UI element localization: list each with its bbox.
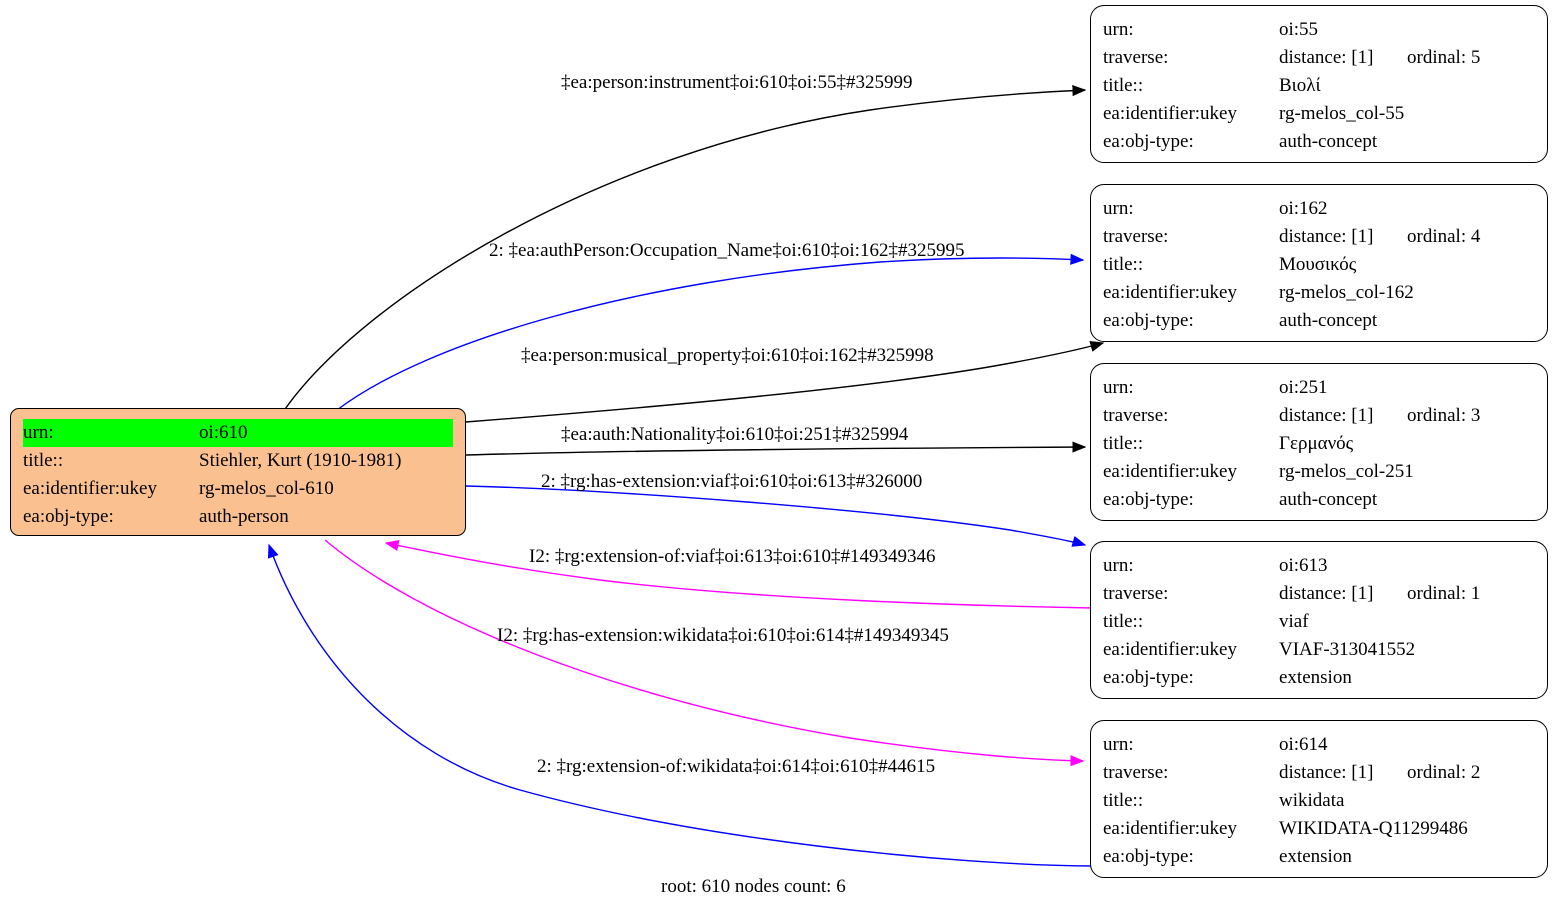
traverse-key: traverse: (1103, 583, 1169, 604)
edge-has-extension-viaf (466, 486, 1085, 545)
node-row-objtype (23, 503, 453, 531)
ukey-key: ea:identifier:ukey (23, 478, 157, 499)
urn-key: urn: (23, 419, 203, 447)
title-key: title:: (1103, 254, 1144, 275)
objtype-value: auth-concept (1279, 310, 1378, 331)
node-root-oi-610[interactable] (10, 408, 466, 536)
traverse-ordinal: ordinal: 4 (1407, 226, 1481, 247)
ukey-value: rg-melos_col-610 (199, 478, 334, 499)
title-value: Γερμανός (1279, 433, 1354, 454)
traverse-key: traverse: (1103, 47, 1169, 68)
edge-label-extension-of-viaf: I2: ‡rg:extension-of:viaf‡oi:613‡oi:610‡#149349346 (529, 546, 936, 567)
title-key: title:: (1103, 75, 1144, 96)
edge-label-auth-nationality: ‡ea:auth:Nationality‡oi:610‡oi:251‡#325994 (561, 424, 909, 445)
node-row-objtype (1103, 843, 1535, 871)
edge-label-extension-of-wikidata: 2: ‡rg:extension-of:wikidata‡oi:614‡oi:610‡#44615 (537, 756, 936, 777)
node-row-title (1103, 251, 1535, 279)
title-key: title:: (23, 450, 64, 471)
ukey-value: rg-melos_col-162 (1279, 282, 1414, 303)
title-value: Stiehler, Kurt (1910-1981) (199, 450, 402, 471)
ukey-key: ea:identifier:ukey (1103, 818, 1237, 839)
title-key: title:: (1103, 433, 1144, 454)
node-oi-162[interactable] (1090, 184, 1548, 342)
title-value: Βιολί (1279, 75, 1321, 96)
title-key: title:: (1103, 611, 1144, 632)
ukey-value: WIKIDATA-Q11299486 (1279, 818, 1468, 839)
title-key: title:: (1103, 790, 1144, 811)
node-row-traverse (1103, 759, 1535, 787)
node-row-ukey (1103, 815, 1535, 843)
ukey-value: VIAF-313041552 (1279, 639, 1416, 660)
node-row-objtype (1103, 664, 1535, 692)
edge-label-person-instrument: ‡ea:person:instrument‡oi:610‡oi:55‡#325999 (561, 72, 913, 93)
traverse-ordinal: ordinal: 3 (1407, 405, 1481, 426)
objtype-key: ea:obj-type: (23, 506, 114, 527)
node-row-title (23, 447, 453, 475)
ukey-value: rg-melos_col-251 (1279, 461, 1414, 482)
title-value: viaf (1279, 611, 1309, 632)
ukey-value: rg-melos_col-55 (1279, 103, 1405, 124)
title-value: wikidata (1279, 790, 1345, 811)
traverse-distance: distance: [1] (1279, 405, 1374, 426)
edge-label-musical-property: ‡ea:person:musical_property‡oi:610‡oi:162‡#325998 (521, 345, 934, 366)
objtype-value: auth-concept (1279, 489, 1378, 510)
node-row-urn (1103, 16, 1535, 44)
urn-value: oi:251 (1279, 377, 1328, 398)
urn-value: oi:614 (1279, 734, 1328, 755)
traverse-ordinal: ordinal: 5 (1407, 47, 1481, 68)
node-row-ukey (1103, 636, 1535, 664)
traverse-distance: distance: [1] (1279, 583, 1374, 604)
node-row-traverse (1103, 223, 1535, 251)
edge-auth-nationality (466, 447, 1085, 455)
node-row-urn (1103, 195, 1535, 223)
objtype-key: ea:obj-type: (1103, 846, 1194, 867)
urn-key: urn: (1103, 555, 1134, 576)
node-row-urn (1103, 374, 1535, 402)
objtype-value: extension (1279, 667, 1352, 688)
node-row-objtype (1103, 128, 1535, 156)
ukey-key: ea:identifier:ukey (1103, 103, 1237, 124)
edge-label-has-extension-viaf: 2: ‡rg:has-extension:viaf‡oi:610‡oi:613‡#326000 (541, 471, 923, 492)
objtype-key: ea:obj-type: (1103, 310, 1194, 331)
traverse-ordinal: ordinal: 1 (1407, 583, 1481, 604)
urn-key: urn: (1103, 198, 1134, 219)
objtype-key: ea:obj-type: (1103, 131, 1194, 152)
urn-key: urn: (1103, 734, 1134, 755)
node-row-traverse (1103, 580, 1535, 608)
objtype-value: auth-concept (1279, 131, 1378, 152)
graph-footer: root: 610 nodes count: 6 (661, 876, 846, 897)
node-row-ukey (1103, 458, 1535, 486)
ukey-key: ea:identifier:ukey (1103, 639, 1237, 660)
node-row-ukey (23, 475, 453, 503)
node-row-urn (1103, 552, 1535, 580)
node-row-objtype (1103, 307, 1535, 335)
objtype-key: ea:obj-type: (1103, 489, 1194, 510)
node-row-title (1103, 430, 1535, 458)
urn-key: urn: (1103, 377, 1134, 398)
node-oi-55[interactable] (1090, 5, 1548, 163)
node-row-title (1103, 787, 1535, 815)
traverse-distance: distance: [1] (1279, 47, 1374, 68)
node-row-traverse (1103, 402, 1535, 430)
objtype-key: ea:obj-type: (1103, 667, 1194, 688)
edge-label-occupation-name: 2: ‡ea:authPerson:Occupation_Name‡oi:610‡oi:162‡#325995 (489, 240, 965, 261)
traverse-key: traverse: (1103, 762, 1169, 783)
node-row-objtype (1103, 486, 1535, 514)
node-oi-251[interactable] (1090, 363, 1548, 521)
traverse-distance: distance: [1] (1279, 226, 1374, 247)
edge-has-extension-wikidata (325, 540, 1083, 761)
edge-occupation-name (337, 258, 1083, 410)
traverse-ordinal: ordinal: 2 (1407, 762, 1481, 783)
node-row-title (1103, 608, 1535, 636)
urn-value: oi:613 (1279, 555, 1328, 576)
node-row-ukey (1103, 100, 1535, 128)
node-row-traverse (1103, 44, 1535, 72)
ukey-key: ea:identifier:ukey (1103, 282, 1237, 303)
node-row-ukey (1103, 279, 1535, 307)
node-row-urn (23, 419, 453, 447)
urn-value: oi:55 (1279, 19, 1319, 40)
edge-extension-of-wikidata (269, 545, 1093, 866)
node-row-title (1103, 72, 1535, 100)
node-oi-614[interactable] (1090, 720, 1548, 878)
urn-key: urn: (1103, 19, 1134, 40)
ukey-key: ea:identifier:ukey (1103, 461, 1237, 482)
objtype-value: auth-person (199, 506, 289, 527)
traverse-distance: distance: [1] (1279, 762, 1374, 783)
node-row-urn (1103, 731, 1535, 759)
traverse-key: traverse: (1103, 405, 1169, 426)
edge-label-has-extension-wikidata: I2: ‡rg:has-extension:wikidata‡oi:610‡oi:614‡#149349345 (497, 625, 949, 646)
urn-value: oi:162 (1279, 198, 1328, 219)
title-value: Μουσικός (1279, 254, 1357, 275)
urn-value: oi:610 (199, 419, 453, 447)
traverse-key: traverse: (1103, 226, 1169, 247)
node-oi-613[interactable] (1090, 541, 1548, 699)
objtype-value: extension (1279, 846, 1352, 867)
